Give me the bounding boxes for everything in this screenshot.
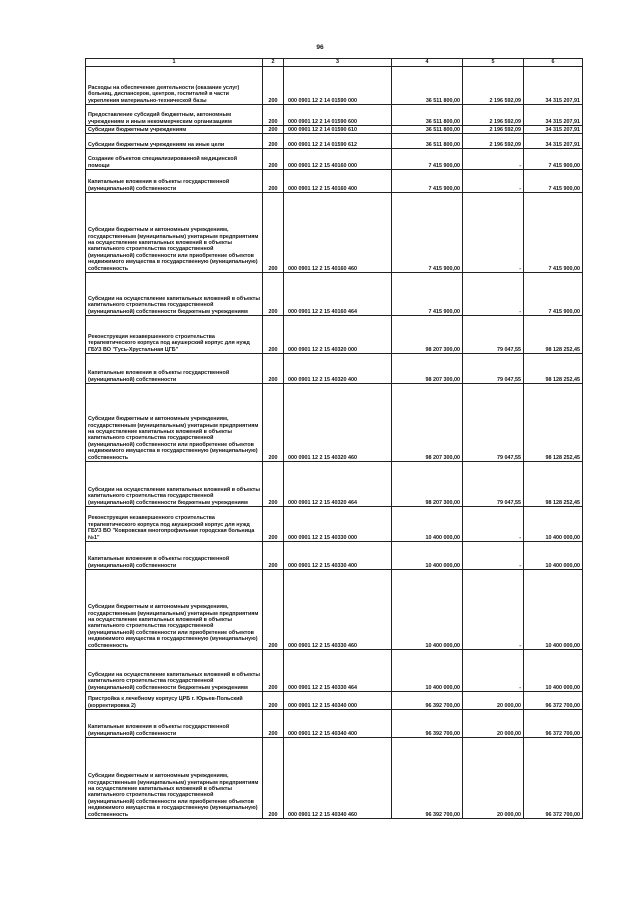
row-executed-amount: - (463, 507, 524, 542)
row-approved-amount: 36 511 800,00 (392, 67, 463, 105)
row-name: Субсидии бюджетным и автономным учреждениям, государственным (муниципальным) унитарным предприятиям на осуществление капитальных вложений в объекты капитального строительства государственной (муниципальной) собственности или приобретение объектов недвижимого имущества в государственную (муниципальную) собственность (86, 738, 263, 819)
row-budget-code: 000 0901 12 2 14 01590 610 (284, 126, 392, 134)
table-row (86, 170, 583, 193)
row-approved-amount: 10 400 000,00 (392, 542, 463, 570)
row-remaining-amount: 98 128 252,45 (524, 316, 583, 354)
row-name: Создание объектов специализированной медицинской помощи (86, 149, 263, 170)
row-admin-code: 200 (263, 193, 284, 273)
row-executed-amount: 20 000,00 (463, 738, 524, 819)
row-admin-code: 200 (263, 149, 284, 170)
row-name: Капитальные вложения в объекты государственной (муниципальной) собственности (86, 354, 263, 384)
row-budget-code: 000 0901 12 2 15 40160 000 (284, 149, 392, 170)
row-executed-amount: - (463, 193, 524, 273)
row-remaining-amount: 7 415 900,00 (524, 149, 583, 170)
row-admin-code: 200 (263, 507, 284, 542)
row-approved-amount: 96 392 700,00 (392, 738, 463, 819)
row-remaining-amount: 34 315 207,91 (524, 67, 583, 105)
row-name: Субсидии бюджетным и автономным учреждениям, государственным (муниципальным) унитарным предприятиям на осуществление капитальных вложений в объекты капитального строительства государственной (муниципальной) собственности или приобретение объектов недвижимого имущества в государственную (муниципальную) собственность (86, 384, 263, 462)
row-admin-code: 200 (263, 316, 284, 354)
row-admin-code: 200 (263, 650, 284, 692)
row-remaining-amount: 34 315 207,91 (524, 134, 583, 149)
row-executed-amount: 79 047,55 (463, 354, 524, 384)
row-remaining-amount: 7 415 900,00 (524, 273, 583, 316)
table-row (86, 354, 583, 384)
column-header: 2 (263, 59, 284, 67)
table-row (86, 316, 583, 354)
row-admin-code: 200 (263, 542, 284, 570)
table-row (86, 570, 583, 650)
row-name: Субсидии бюджетным учреждениям (86, 126, 263, 134)
row-budget-code: 000 0901 12 2 15 40160 464 (284, 273, 392, 316)
row-remaining-amount: 98 128 252,45 (524, 354, 583, 384)
row-budget-code: 000 0901 12 2 15 40320 000 (284, 316, 392, 354)
row-name: Реконструкция незавершенного строительства терапевтического корпуса под акушерский корпус для нужд ГБУЗ ВО "Гусь-Хрустальная ЦГБ" (86, 316, 263, 354)
row-name: Субсидии на осуществление капитальных вложений в объекты капитального строительства государственной (муниципальной) собственности бюджетным учреждениям (86, 273, 263, 316)
row-approved-amount: 7 415 900,00 (392, 170, 463, 193)
row-budget-code: 000 0901 12 2 14 01590 612 (284, 134, 392, 149)
row-name: Реконструкция незавершенного строительства терапевтического корпуса под акушерский корпус для нужд ГБУЗ ВО "Ковровская многопрофильная городская больница №1" (86, 507, 263, 542)
row-admin-code: 200 (263, 273, 284, 316)
table-row (86, 738, 583, 819)
row-name: Субсидии бюджетным учреждениям на иные цели (86, 134, 263, 149)
column-header: 6 (524, 59, 583, 67)
row-budget-code: 000 0901 12 2 14 01590 600 (284, 105, 392, 126)
table-row (86, 149, 583, 170)
row-executed-amount: 79 047,55 (463, 462, 524, 507)
row-name: Капитальные вложения в объекты государственной (муниципальной) собственности (86, 710, 263, 738)
column-header: 3 (284, 59, 392, 67)
row-budget-code: 000 0901 12 2 15 40340 000 (284, 692, 392, 710)
row-admin-code: 200 (263, 170, 284, 193)
row-name: Предоставление субсидий бюджетным, автономным учреждениям и иным некоммерческим организациям (86, 105, 263, 126)
table-row (86, 384, 583, 462)
row-budget-code: 000 0901 12 2 15 40330 460 (284, 570, 392, 650)
row-budget-code: 000 0901 12 2 15 40160 400 (284, 170, 392, 193)
row-admin-code: 200 (263, 134, 284, 149)
table-row (86, 650, 583, 692)
row-remaining-amount: 96 372 700,00 (524, 710, 583, 738)
row-executed-amount: - (463, 570, 524, 650)
row-approved-amount: 98 207 300,00 (392, 384, 463, 462)
row-executed-amount: 2 196 592,09 (463, 126, 524, 134)
row-approved-amount: 36 511 800,00 (392, 126, 463, 134)
row-admin-code: 200 (263, 105, 284, 126)
table-row (86, 710, 583, 738)
row-approved-amount: 98 207 300,00 (392, 316, 463, 354)
row-remaining-amount: 7 415 900,00 (524, 193, 583, 273)
row-remaining-amount: 34 315 207,91 (524, 105, 583, 126)
row-budget-code: 000 0901 12 2 15 40330 464 (284, 650, 392, 692)
row-executed-amount: - (463, 273, 524, 316)
row-admin-code: 200 (263, 354, 284, 384)
budget-table (85, 58, 583, 819)
table-row (86, 193, 583, 273)
row-name: Пристройка к лечебному корпусу ЦРБ г. Юрьев-Польский (корректировка 2) (86, 692, 263, 710)
row-name: Субсидии бюджетным и автономным учреждениям, государственным (муниципальным) унитарным предприятиям на осуществление капитальных вложений в объекты капитального строительства государственной (муниципальной) собственности или приобретение объектов недвижимого имущества в государственную (муниципальную) собственность (86, 570, 263, 650)
row-name: Субсидии бюджетным и автономным учреждениям, государственным (муниципальным) унитарным предприятиям на осуществление капитальных вложений в объекты капитального строительства государственной (муниципальной) собственности или приобретение объектов недвижимого имущества в государственную (муниципальную) собственность (86, 193, 263, 273)
row-executed-amount: - (463, 149, 524, 170)
row-executed-amount: 2 196 592,09 (463, 67, 524, 105)
row-admin-code: 200 (263, 126, 284, 134)
row-budget-code: 000 0901 12 2 15 40320 460 (284, 384, 392, 462)
row-name: Капитальные вложения в объекты государственной (муниципальной) собственности (86, 170, 263, 193)
row-approved-amount: 36 511 800,00 (392, 134, 463, 149)
row-name: Субсидии на осуществление капитальных вложений в объекты капитального строительства государственной (муниципальной) собственности бюджетным учреждениям (86, 650, 263, 692)
row-remaining-amount: 7 415 900,00 (524, 170, 583, 193)
row-budget-code: 000 0901 12 2 15 40330 000 (284, 507, 392, 542)
row-approved-amount: 98 207 300,00 (392, 462, 463, 507)
row-executed-amount: - (463, 170, 524, 193)
row-executed-amount: 79 047,55 (463, 384, 524, 462)
row-remaining-amount: 10 400 000,00 (524, 570, 583, 650)
row-executed-amount: 20 000,00 (463, 692, 524, 710)
row-admin-code: 200 (263, 462, 284, 507)
row-budget-code: 000 0901 12 2 15 40340 400 (284, 710, 392, 738)
table-body (86, 67, 583, 819)
row-budget-code: 000 0901 12 2 15 40340 460 (284, 738, 392, 819)
column-header: 5 (463, 59, 524, 67)
row-remaining-amount: 98 128 252,45 (524, 384, 583, 462)
row-budget-code: 000 0901 12 2 15 40160 460 (284, 193, 392, 273)
row-budget-code: 000 0901 12 2 14 01590 000 (284, 67, 392, 105)
row-remaining-amount: 34 315 207,91 (524, 126, 583, 134)
row-name: Субсидии на осуществление капитальных вложений в объекты капитального строительства государственной (муниципальной) собственности бюджетным учреждениям (86, 462, 263, 507)
table-row (86, 692, 583, 710)
table-row (86, 67, 583, 105)
row-admin-code: 200 (263, 710, 284, 738)
row-budget-code: 000 0901 12 2 15 40320 464 (284, 462, 392, 507)
row-remaining-amount: 96 372 700,00 (524, 692, 583, 710)
row-approved-amount: 96 392 700,00 (392, 692, 463, 710)
table-row (86, 542, 583, 570)
row-remaining-amount: 10 400 000,00 (524, 542, 583, 570)
row-remaining-amount: 96 372 700,00 (524, 738, 583, 819)
row-admin-code: 200 (263, 738, 284, 819)
row-executed-amount: 2 196 592,09 (463, 134, 524, 149)
table-row (86, 507, 583, 542)
row-name: Капитальные вложения в объекты государственной (муниципальной) собственности (86, 542, 263, 570)
table-row (86, 134, 583, 149)
table-header-row (86, 59, 583, 67)
row-remaining-amount: 10 400 000,00 (524, 507, 583, 542)
row-approved-amount: 7 415 900,00 (392, 149, 463, 170)
row-budget-code: 000 0901 12 2 15 40330 400 (284, 542, 392, 570)
table-row (86, 126, 583, 134)
table-row (86, 462, 583, 507)
row-admin-code: 200 (263, 384, 284, 462)
row-executed-amount: 2 196 592,09 (463, 105, 524, 126)
row-remaining-amount: 98 128 252,45 (524, 462, 583, 507)
row-approved-amount: 96 392 700,00 (392, 710, 463, 738)
row-approved-amount: 98 207 300,00 (392, 354, 463, 384)
row-admin-code: 200 (263, 67, 284, 105)
row-executed-amount: 79 047,55 (463, 316, 524, 354)
row-budget-code: 000 0901 12 2 15 40320 400 (284, 354, 392, 384)
row-remaining-amount: 10 400 000,00 (524, 650, 583, 692)
column-header: 4 (392, 59, 463, 67)
row-approved-amount: 36 511 800,00 (392, 105, 463, 126)
row-approved-amount: 7 415 900,00 (392, 193, 463, 273)
row-approved-amount: 10 400 000,00 (392, 570, 463, 650)
row-name: Расходы на обеспечение деятельности (оказание услуг) больниц, диспансеров, центров, госпиталей в части укрепления материально-технической базы (86, 67, 263, 105)
row-executed-amount: 20 000,00 (463, 710, 524, 738)
row-executed-amount: - (463, 650, 524, 692)
row-admin-code: 200 (263, 692, 284, 710)
row-approved-amount: 10 400 000,00 (392, 507, 463, 542)
row-admin-code: 200 (263, 570, 284, 650)
table-row (86, 105, 583, 126)
column-header: 1 (86, 59, 263, 67)
page-number: 96 (316, 44, 324, 51)
table-row (86, 273, 583, 316)
row-approved-amount: 7 415 900,00 (392, 273, 463, 316)
row-approved-amount: 10 400 000,00 (392, 650, 463, 692)
row-executed-amount: - (463, 542, 524, 570)
